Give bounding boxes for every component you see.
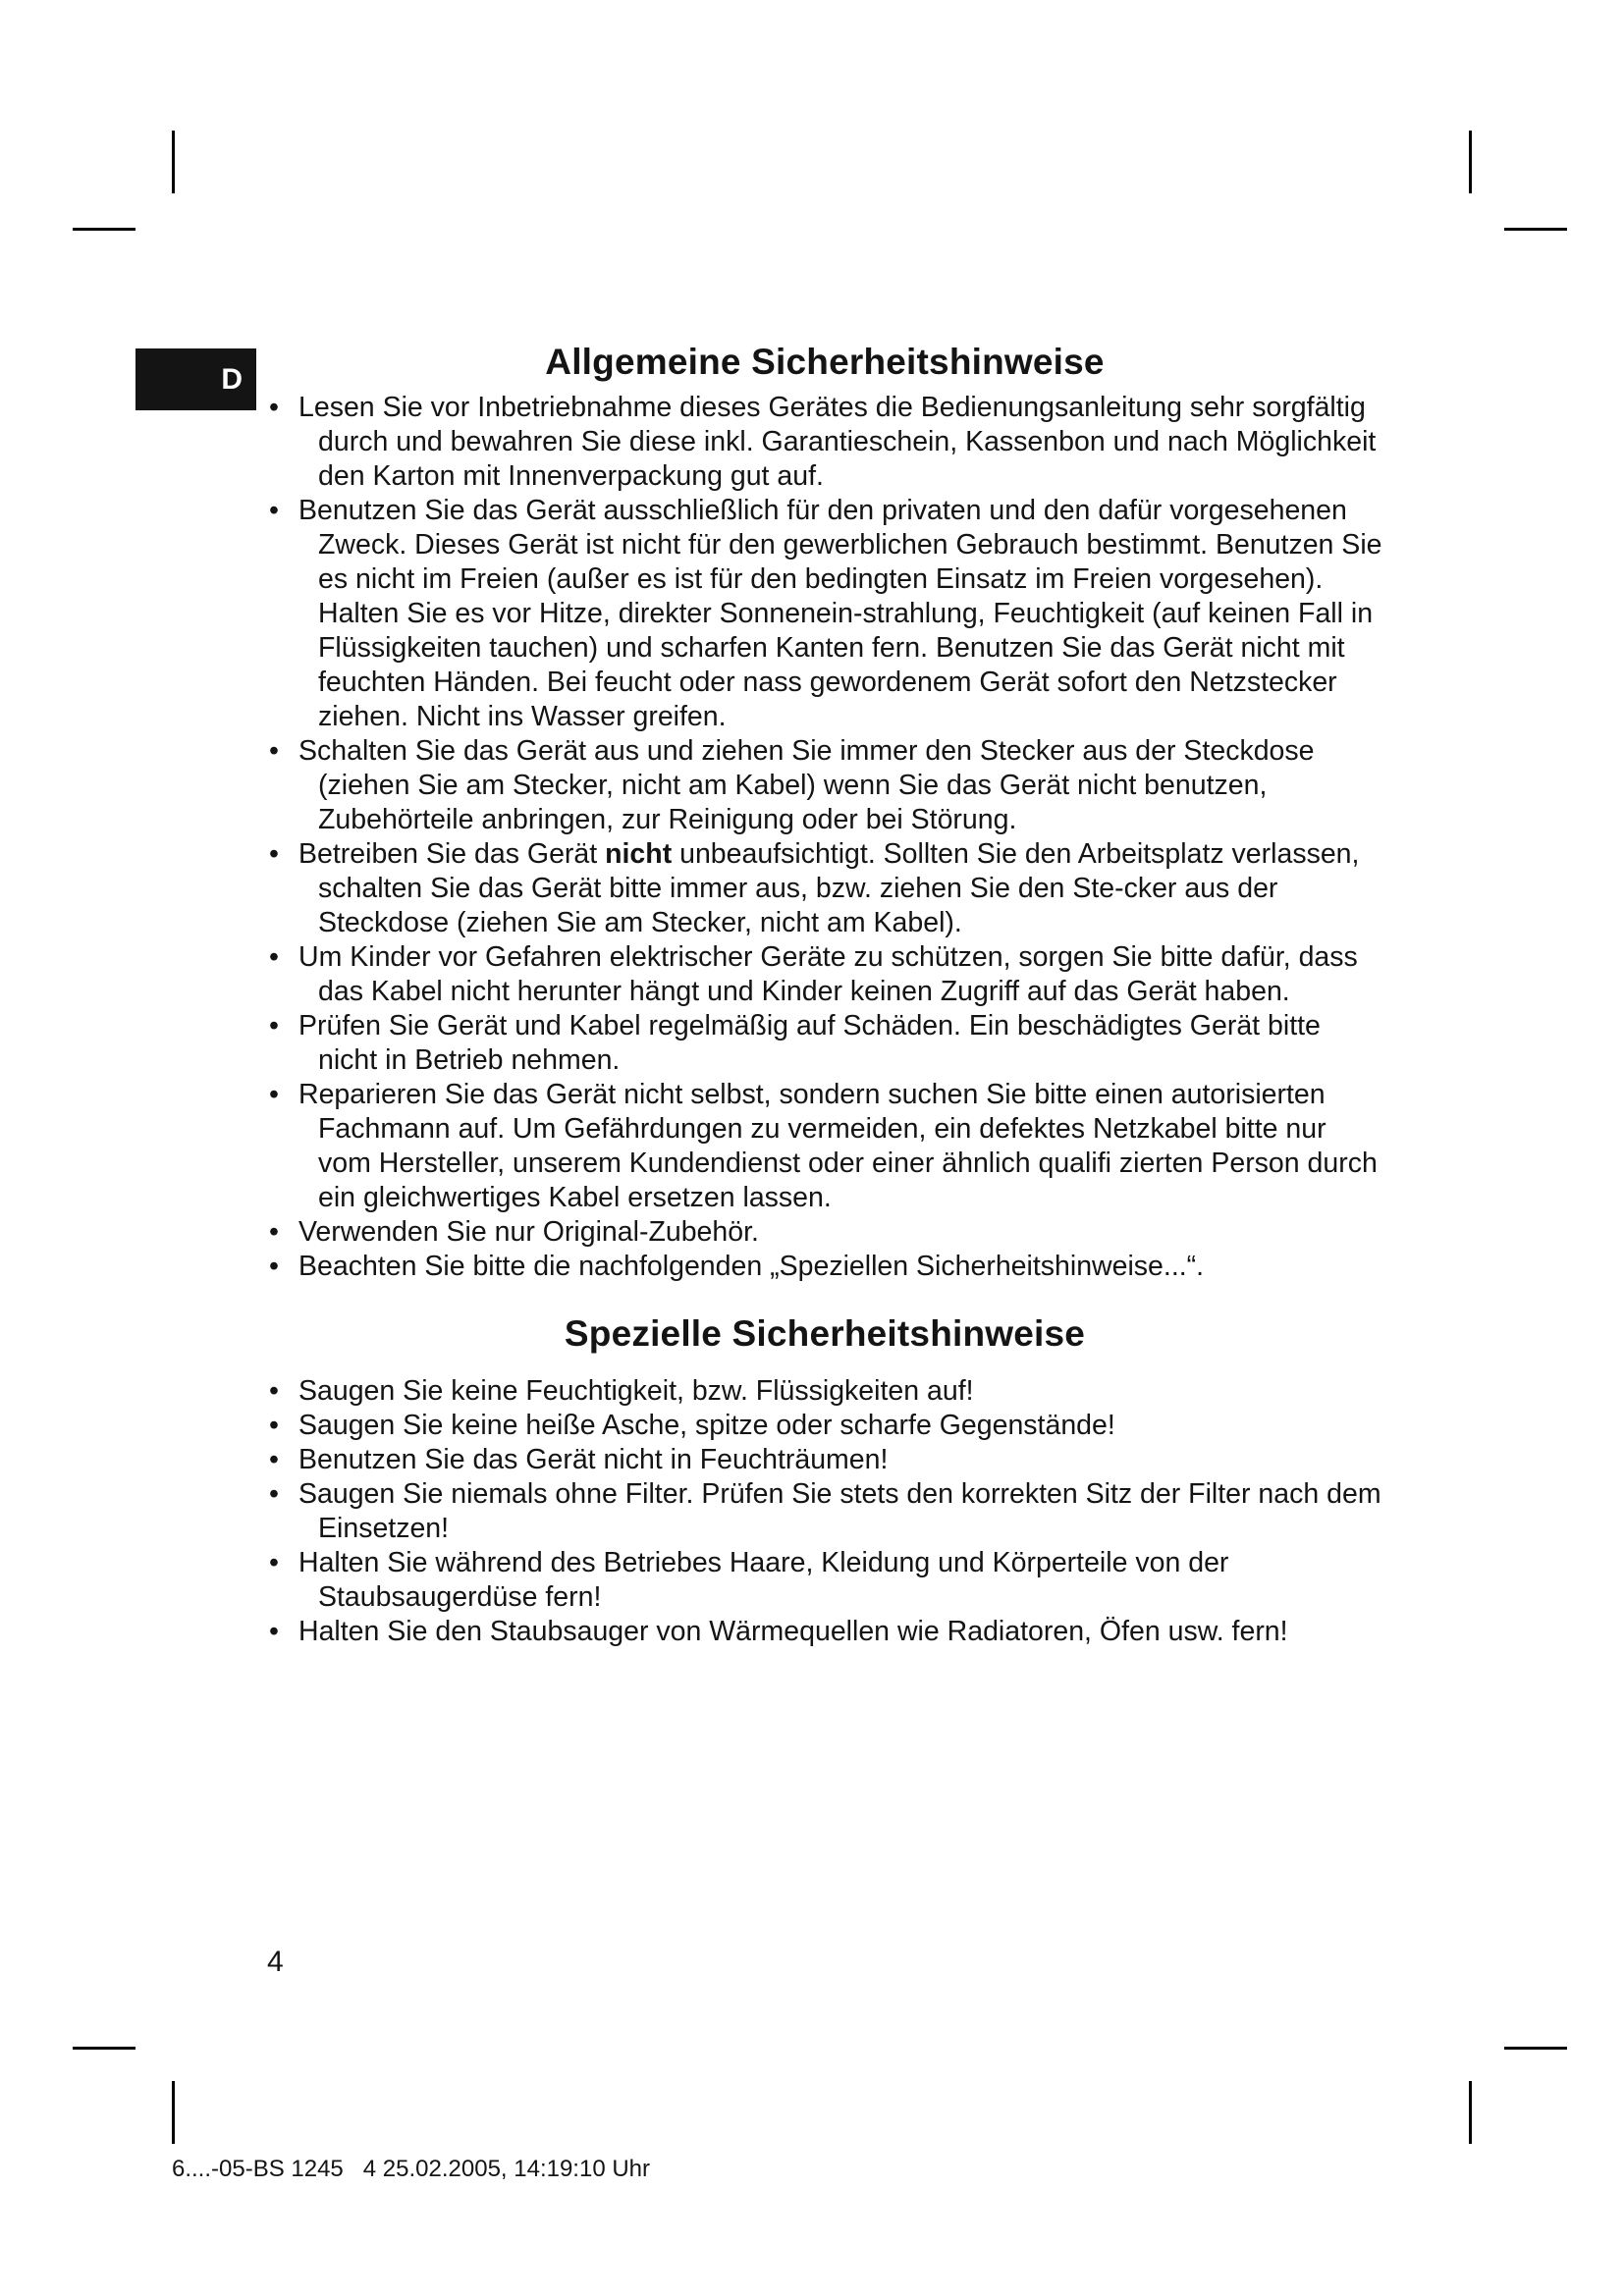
list-item: • Saugen Sie keine heiße Asche, spitze oder scharfe Gegenstände! — [269, 1410, 1115, 1441]
bullet-icon: • — [269, 1547, 279, 1578]
bullet-icon: • — [269, 735, 279, 767]
crop-mark-bottom-left-horizontal — [73, 2047, 135, 2050]
general-safety-list — [265, 391, 1384, 1284]
bullet-icon: • — [269, 495, 279, 526]
list-item: • Betreiben Sie das Gerät nicht unbeaufsichtigt. Sollten Sie den Arbeitsplatz verlassen, schalten Sie das Gerät bitte immer aus, bzw. ziehen Sie den Ste-cker aus der Steckdose (ziehen Sie am Stecker, nicht am Kabel). — [269, 838, 1360, 938]
list-item: • Saugen Sie keine Feuchtigkeit, bzw. Flüssigkeiten auf! — [269, 1375, 974, 1407]
list-item: • Benutzen Sie das Gerät ausschließlich für den privaten und den dafür vorgesehenen Zweck. Dieses Gerät ist nicht für den gewerblichen Gebrauch bestimmt. Benutzen Sie es nicht im Freien (außer es ist für den bedingten Einsatz im Freien vorgesehen). Halten Sie es vor Hitze, direkter Sonnenein-strahlung, Feuchtigkeit (auf keinen Fall in Flüssigkeiten tauchen) und scharfen Kanten fern. Benutzen Sie das Gerät nicht mit feuchten Händen. Bei feucht oder nass gewordenem Gerät sofort den Netzstecker ziehen. Nicht ins Wasser greifen. — [269, 495, 1382, 732]
bullet-icon: • — [269, 392, 279, 423]
list-item: • Benutzen Sie das Gerät nicht in Feuchträumen! — [269, 1444, 889, 1475]
bullet-icon: • — [269, 1079, 279, 1110]
crop-mark-top-left-vertical — [172, 131, 175, 193]
bullet-icon: • — [269, 1616, 279, 1647]
bullet-icon: • — [269, 1410, 279, 1441]
list-item: • Verwenden Sie nur Original-Zubehör. — [269, 1216, 759, 1248]
crop-mark-bottom-left-vertical — [172, 2081, 175, 2144]
crop-mark-top-right-vertical — [1469, 131, 1472, 193]
page-number: 4 — [267, 1946, 284, 1978]
bullet-icon: • — [269, 1251, 279, 1282]
print-info: 6....-05-BS 1245 4 25.02.2005, 14:19:10 Uhr — [172, 2156, 651, 2182]
list-item: • Um Kinder vor Gefahren elektrischer Geräte zu schützen, sorgen Sie bitte dafür, dass das Kabel nicht herunter hängt und Kinder keinen Zugriff auf das Gerät haben. — [269, 941, 1358, 1007]
emphasis: nicht — [605, 838, 673, 870]
list-item: • Schalten Sie das Gerät aus und ziehen Sie immer den Stecker aus der Steckdose (ziehen Sie am Stecker, nicht am Kabel) wenn Sie das Gerät nicht benutzen, Zubehörteile anbringen, zur Reinigung oder bei Störung. — [269, 735, 1315, 835]
list-item: • Saugen Sie niemals ohne Filter. Prüfen Sie stets den korrekten Sitz der Filter nach dem Einsetzen! — [269, 1478, 1381, 1544]
crop-mark-bottom-right-horizontal — [1504, 2047, 1567, 2050]
list-item: • Beachten Sie bitte die nachfolgenden „Speziellen Sicherheitshinweise...“. — [269, 1251, 1205, 1282]
bullet-icon: • — [269, 838, 279, 870]
bullet-icon: • — [269, 941, 279, 973]
crop-mark-bottom-right-vertical — [1469, 2081, 1472, 2144]
document-content — [265, 334, 1384, 1649]
bullet-icon: • — [269, 1444, 279, 1475]
section-title-special-safety: Spezielle Sicherheitshinweise — [564, 1313, 1086, 1354]
language-tab: D — [135, 348, 256, 410]
bullet-icon: • — [269, 1375, 279, 1407]
list-item: • Halten Sie während des Betriebes Haare, Kleidung und Körperteile von der Staubsaugerdüse fern! — [269, 1547, 1229, 1613]
bullet-icon: • — [269, 1216, 279, 1248]
list-item: • Reparieren Sie das Gerät nicht selbst, sondern suchen Sie bitte einen autorisierten Fachmann auf. Um Gefährdungen zu vermeiden, ein defektes Netzkabel bitte nur vom Hersteller, unserem Kundendienst oder einer ähnlich qualifi zierten Person durch ein gleichwertiges Kabel ersetzen lassen. — [269, 1079, 1378, 1213]
list-item: • Prüfen Sie Gerät und Kabel regelmäßig auf Schäden. Ein beschädigtes Gerät bitte nicht in Betrieb nehmen. — [269, 1010, 1321, 1076]
crop-mark-top-left-horizontal — [73, 228, 135, 231]
bullet-icon: • — [269, 1478, 279, 1510]
section-title-general-safety: Allgemeine Sicherheitshinweise — [545, 342, 1105, 382]
crop-mark-top-right-horizontal — [1504, 228, 1567, 231]
list-item: • Lesen Sie vor Inbetriebnahme dieses Gerätes die Bedienungsanleitung sehr sorgfältig durch und bewahren Sie diese inkl. Garantieschein, Kassenbon und nach Möglichkeit den Karton mit Innenverpackung gut auf. — [269, 392, 1377, 492]
special-safety-list — [265, 1374, 1384, 1649]
bullet-icon: • — [269, 1010, 279, 1041]
list-item: • Halten Sie den Staubsauger von Wärmequellen wie Radiatoren, Öfen usw. fern! — [269, 1616, 1288, 1647]
